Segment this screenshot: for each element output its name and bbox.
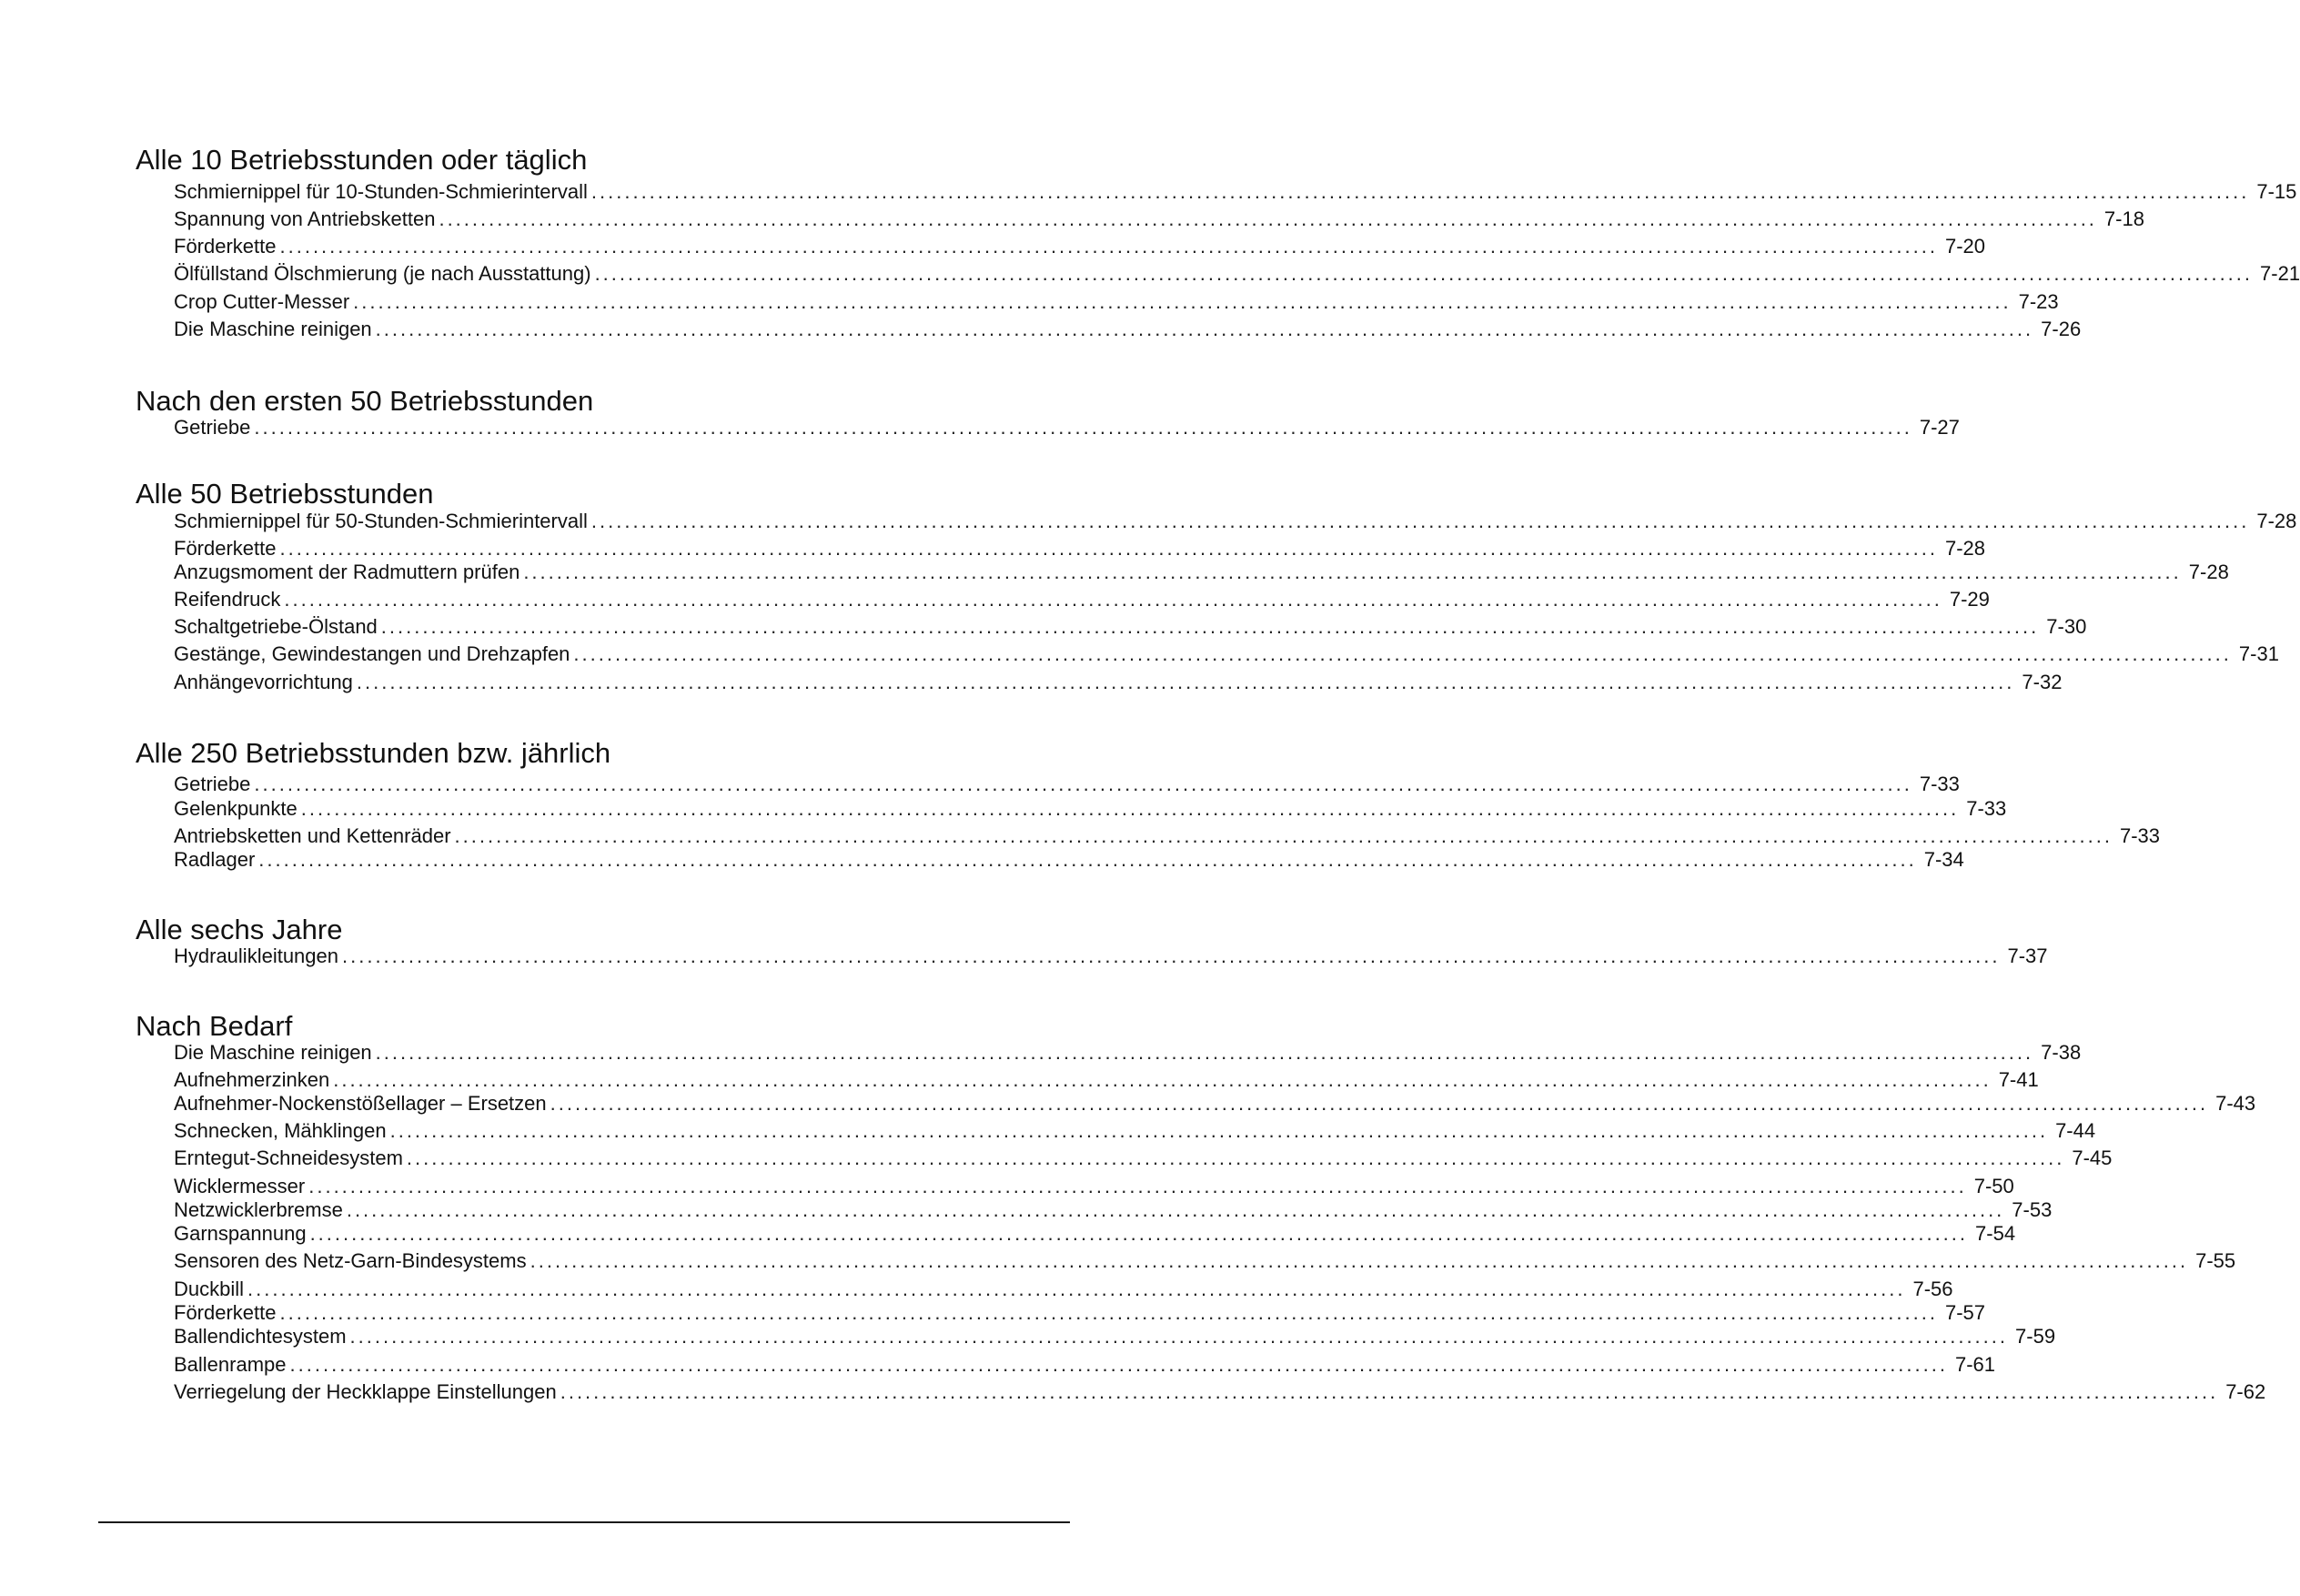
dot-leader: ........................................................................................................................................................................................................ xyxy=(254,416,1912,439)
toc-entry[interactable] xyxy=(174,207,2144,231)
toc-entry-page: 7-28 xyxy=(1944,537,1986,560)
toc-entry-label: Anhängevorrichtung xyxy=(174,671,353,693)
toc-entry-page: 7-26 xyxy=(2041,318,2082,340)
dot-leader: ........................................................................................................................................................................................................ xyxy=(573,642,2232,665)
toc-entry-label: Aufnehmer-Nockenstößellager – Ersetzen xyxy=(174,1092,547,1115)
toc-entry-label: Förderkette xyxy=(174,537,277,560)
toc-entry-label: Getriebe xyxy=(174,773,251,795)
dot-leader: ........................................................................................................................................................................................................ xyxy=(279,537,1938,560)
toc-entry[interactable] xyxy=(174,1146,2113,1170)
toc-entry[interactable] xyxy=(174,614,2087,639)
dot-leader: ........................................................................................................................................................................................................ xyxy=(590,180,2250,203)
toc-entry-page: 7-28 xyxy=(2188,561,2229,583)
dot-leader: ........................................................................................................................................................................................................ xyxy=(309,1222,1969,1245)
toc-entry-label: Antriebsketten und Kettenräder xyxy=(174,824,451,847)
section-title: Nach Bedarf xyxy=(136,1010,293,1042)
dot-leader: ........................................................................................................................................................................................................ xyxy=(454,824,2113,847)
toc-entry-label: Ballendichtesystem xyxy=(174,1325,347,1348)
dot-leader: ........................................................................................................................................................................................................ xyxy=(380,615,2040,638)
toc-entry[interactable] xyxy=(174,509,2297,533)
toc-entry-page: 7-29 xyxy=(1949,588,1990,611)
dot-leader: ........................................................................................................................................................................................................ xyxy=(406,1146,2065,1169)
toc-entry-page: 7-32 xyxy=(2022,671,2063,693)
toc-entry-label: Schmiernippel für 50-Stunden-Schmierintervall xyxy=(174,510,588,532)
toc-entry-label: Schmiernippel für 10-Stunden-Schmierintervall xyxy=(174,180,588,203)
dot-leader: ........................................................................................................................................................................................................ xyxy=(247,1278,1906,1300)
toc-entry-page: 7-21 xyxy=(2260,262,2300,285)
dot-leader: ........................................................................................................................................................................................................ xyxy=(342,944,2001,967)
toc-entry-page: 7-33 xyxy=(1966,797,2007,820)
toc-entry[interactable] xyxy=(174,587,1990,611)
toc-entry-label: Getriebe xyxy=(174,416,251,439)
toc-entry-label: Radlager xyxy=(174,848,256,871)
toc-entry[interactable] xyxy=(174,317,2082,341)
toc-entry[interactable] xyxy=(174,670,2063,694)
dot-leader: ........................................................................................................................................................................................................ xyxy=(300,797,1960,820)
toc-entry-page: 7-37 xyxy=(2007,944,2048,967)
dot-leader: ........................................................................................................................................................................................................ xyxy=(254,773,1912,795)
toc-entry[interactable] xyxy=(174,944,2048,968)
toc-entry[interactable] xyxy=(174,1118,2096,1143)
toc-entry-page: 7-55 xyxy=(2195,1249,2236,1272)
toc-entry-page: 7-20 xyxy=(1944,235,1986,258)
dot-leader: ........................................................................................................................................................................................................ xyxy=(594,262,2254,285)
toc-entry-page: 7-54 xyxy=(1975,1222,2016,1245)
dot-leader: ........................................................................................................................................................................................................ xyxy=(333,1068,1992,1091)
toc-entry[interactable] xyxy=(174,772,1960,796)
toc-entry-page: 7-33 xyxy=(2120,824,2161,847)
toc-entry-label: Aufnehmerzinken xyxy=(174,1068,330,1091)
toc-entry-page: 7-15 xyxy=(2256,180,2297,203)
toc-entry-label: Die Maschine reinigen xyxy=(174,1041,372,1064)
toc-entry-page: 7-59 xyxy=(2015,1325,2056,1348)
toc-entry-page: 7-23 xyxy=(2018,290,2059,313)
toc-entry-page: 7-61 xyxy=(1954,1353,1996,1376)
toc-entry[interactable] xyxy=(174,1324,2056,1349)
dot-leader: ........................................................................................................................................................................................................ xyxy=(349,1325,2009,1348)
toc-entry[interactable] xyxy=(174,179,2297,204)
dot-leader: ........................................................................................................................................................................................................ xyxy=(523,561,2182,583)
dot-leader: ........................................................................................................................................................................................................ xyxy=(289,1353,1948,1376)
toc-entry[interactable] xyxy=(174,1379,2266,1404)
toc-entry-page: 7-27 xyxy=(1919,416,1960,439)
toc-entry[interactable] xyxy=(174,1352,1996,1377)
toc-entry-page: 7-33 xyxy=(1919,773,1960,795)
toc-entry-label: Ballenrampe xyxy=(174,1353,287,1376)
toc-entry[interactable] xyxy=(174,847,1964,872)
toc-entry-page: 7-38 xyxy=(2041,1041,2082,1064)
toc-entry-label: Wicklermesser xyxy=(174,1175,306,1197)
toc-entry[interactable] xyxy=(174,1277,1953,1301)
toc-entry[interactable] xyxy=(174,234,1986,258)
toc-entry-page: 7-18 xyxy=(2103,207,2144,230)
toc-entry[interactable] xyxy=(174,823,2161,848)
toc-entry[interactable] xyxy=(174,641,2279,666)
footer-divider xyxy=(98,1521,1070,1523)
toc-entry-page: 7-28 xyxy=(2256,510,2297,532)
toc-entry-label: Gelenkpunkte xyxy=(174,797,298,820)
dot-leader: ........................................................................................................................................................................................................ xyxy=(389,1119,2049,1142)
toc-entry-label: Schnecken, Mähklingen xyxy=(174,1119,387,1142)
dot-leader: ........................................................................................................................................................................................................ xyxy=(308,1175,1967,1197)
toc-entry-page: 7-53 xyxy=(2012,1198,2053,1221)
toc-entry-label: Verriegelung der Heckklappe Einstellungen xyxy=(174,1380,557,1403)
toc-entry-label: Reifendruck xyxy=(174,588,281,611)
dot-leader: ........................................................................................................................................................................................................ xyxy=(550,1092,2209,1115)
dot-leader: ........................................................................................................................................................................................................ xyxy=(375,1041,2034,1064)
toc-entry[interactable] xyxy=(174,1067,2039,1092)
toc-entry-page: 7-62 xyxy=(2225,1380,2266,1403)
dot-leader: ........................................................................................................................................................................................................ xyxy=(560,1380,2219,1403)
toc-entry-label: Förderkette xyxy=(174,1301,277,1324)
toc-entry-page: 7-56 xyxy=(1912,1278,1953,1300)
toc-entry[interactable] xyxy=(174,1300,1986,1325)
toc-entry[interactable] xyxy=(174,1248,2236,1273)
dot-leader: ........................................................................................................................................................................................................ xyxy=(353,290,2012,313)
section-title: Alle sechs Jahre xyxy=(136,914,343,945)
toc-entry-label: Garnspannung xyxy=(174,1222,307,1245)
toc-entry[interactable] xyxy=(174,1221,2016,1246)
toc-entry[interactable] xyxy=(174,1040,2082,1065)
toc-entry-page: 7-50 xyxy=(1973,1175,2014,1197)
toc-entry-label: Schaltgetriebe-Ölstand xyxy=(174,615,378,638)
toc-entry-label: Spannung von Antriebsketten xyxy=(174,207,436,230)
toc-entry-page: 7-45 xyxy=(2072,1146,2113,1169)
toc-entry-page: 7-41 xyxy=(1998,1068,2039,1091)
toc-entry-label: Erntegut-Schneidesystem xyxy=(174,1146,403,1169)
toc-entry-page: 7-34 xyxy=(1923,848,1964,871)
dot-leader: ........................................................................................................................................................................................................ xyxy=(279,235,1938,258)
toc-entry-page: 7-31 xyxy=(2238,642,2279,665)
toc-entry[interactable] xyxy=(174,261,2300,286)
toc-entry[interactable] xyxy=(174,536,1986,561)
dot-leader: ........................................................................................................................................................................................................ xyxy=(356,671,2015,693)
toc-entry-label: Hydraulikleitungen xyxy=(174,944,338,967)
dot-leader: ........................................................................................................................................................................................................ xyxy=(258,848,1917,871)
toc-entry-label: Förderkette xyxy=(174,235,277,258)
toc-entry[interactable] xyxy=(174,1197,2053,1222)
toc-entry-label: Gestänge, Gewindestangen und Drehzapfen xyxy=(174,642,570,665)
toc-entry[interactable] xyxy=(174,415,1960,439)
section-title: Alle 250 Betriebsstunden bzw. jährlich xyxy=(136,737,611,769)
dot-leader: ........................................................................................................................................................................................................ xyxy=(590,510,2250,532)
toc-entry-label: Crop Cutter-Messer xyxy=(174,290,350,313)
dot-leader: ........................................................................................................................................................................................................ xyxy=(375,318,2034,340)
section-title: Alle 10 Betriebsstunden oder täglich xyxy=(136,144,588,176)
toc-entry[interactable] xyxy=(174,796,2007,821)
toc-entry-page: 7-43 xyxy=(2215,1092,2256,1115)
toc-entry-label: Anzugsmoment der Radmuttern prüfen xyxy=(174,561,520,583)
toc-entry-page: 7-57 xyxy=(1944,1301,1986,1324)
toc-entry-label: Sensoren des Netz-Garn-Bindesystems xyxy=(174,1249,527,1272)
section-title: Alle 50 Betriebsstunden xyxy=(136,478,434,510)
dot-leader: ........................................................................................................................................................................................................ xyxy=(346,1198,2005,1221)
dot-leader: ........................................................................................................................................................................................................ xyxy=(279,1301,1938,1324)
section-title: Nach den ersten 50 Betriebsstunden xyxy=(136,385,594,417)
toc-entry[interactable] xyxy=(174,1091,2256,1116)
toc-entry-page: 7-30 xyxy=(2046,615,2087,638)
toc-entry-page: 7-44 xyxy=(2055,1119,2096,1142)
toc-entry[interactable] xyxy=(174,1174,2014,1198)
toc-entry-label: Ölfüllstand Ölschmierung (je nach Ausstattung) xyxy=(174,262,591,285)
toc-entry-label: Die Maschine reinigen xyxy=(174,318,372,340)
toc-entry[interactable] xyxy=(174,560,2229,584)
dot-leader: ........................................................................................................................................................................................................ xyxy=(284,588,1942,611)
toc-entry[interactable] xyxy=(174,289,2059,314)
toc-entry-label: Duckbill xyxy=(174,1278,245,1300)
dot-leader: ........................................................................................................................................................................................................ xyxy=(439,207,2097,230)
dot-leader: ........................................................................................................................................................................................................ xyxy=(530,1249,2189,1272)
toc-entry-label: Netzwicklerbremse xyxy=(174,1198,343,1221)
